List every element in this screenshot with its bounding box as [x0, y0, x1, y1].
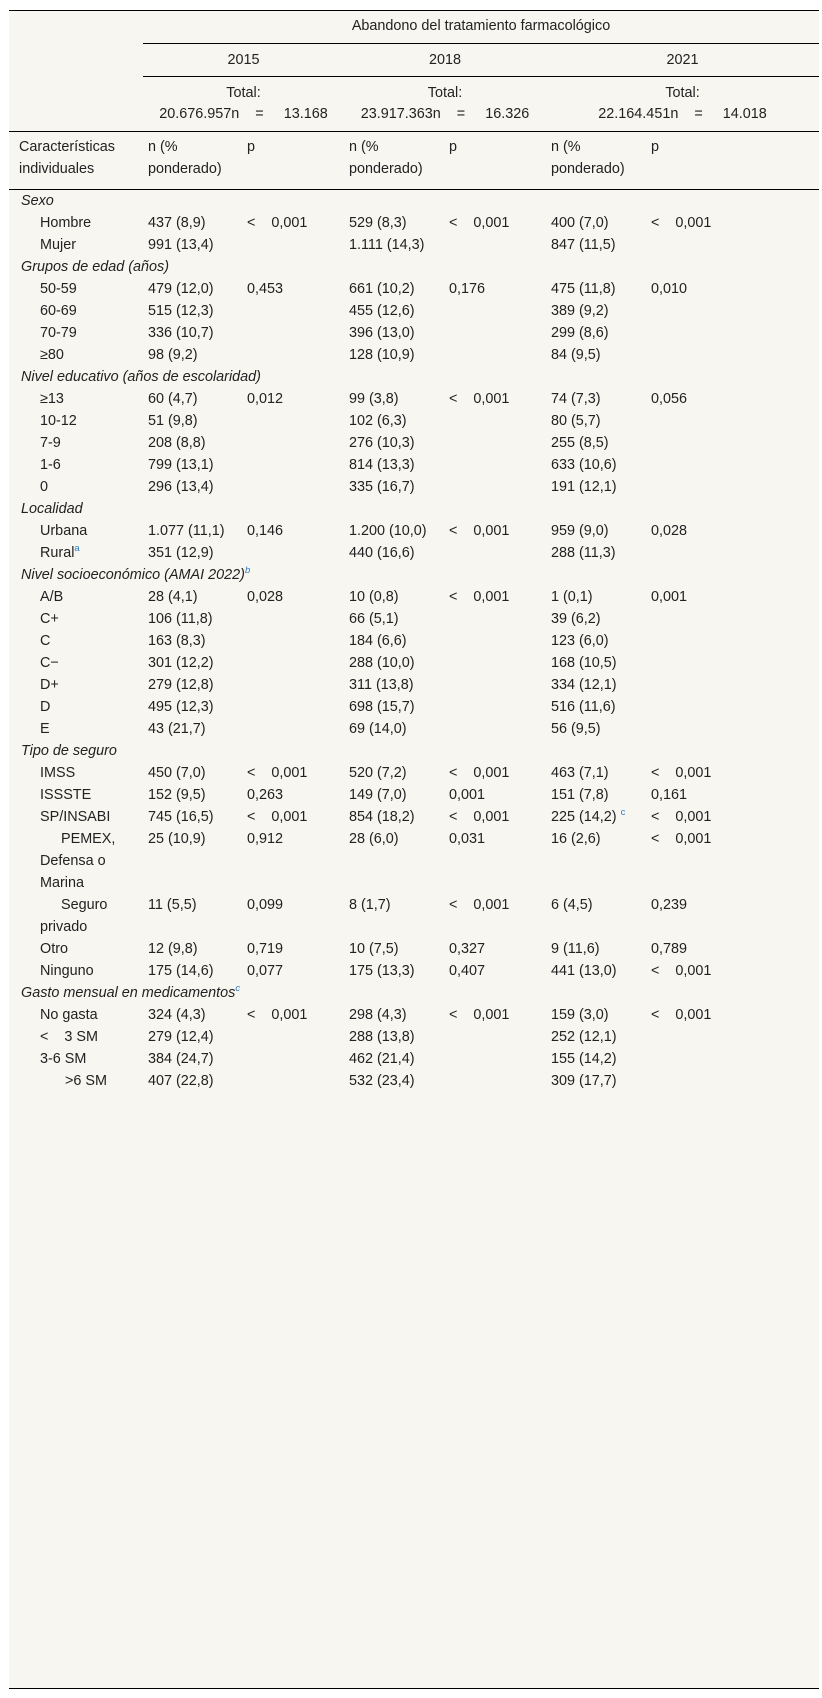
- table-row: [9, 718, 819, 740]
- p-cell: [647, 1048, 819, 1070]
- n-cell: 255 (8,5): [551, 435, 609, 451]
- table-row: [9, 828, 819, 894]
- table-row: [9, 608, 819, 630]
- table-row: [9, 322, 819, 344]
- table-row: [9, 894, 819, 938]
- n-cell: 633 (10,6): [551, 457, 617, 473]
- p-cell: [243, 652, 344, 674]
- n-cell: 847 (11,5): [551, 237, 616, 253]
- p-cell: [243, 718, 344, 740]
- p-cell: [647, 674, 819, 696]
- table-row: [9, 784, 819, 806]
- p-cell: < 0,001: [247, 809, 308, 825]
- n-cell: 324 (4,3): [148, 1007, 206, 1023]
- n-cell: 6 (4,5): [551, 897, 593, 913]
- p-cell: [445, 696, 546, 718]
- n-cell: 39 (6,2): [551, 611, 601, 627]
- p-cell: < 0,001: [247, 765, 308, 781]
- n-cell: 407 (22,8): [148, 1073, 214, 1089]
- n-cell: 155 (14,2): [551, 1051, 617, 1067]
- p-cell: < 0,001: [651, 963, 712, 979]
- p-cell: 0,327: [449, 941, 486, 957]
- n-cell: 495 (12,3): [148, 699, 214, 715]
- n-cell: 225 (14,2) $^c$: [551, 807, 626, 825]
- p-cell: [647, 344, 819, 366]
- row-label: ISSSTE: [40, 787, 92, 803]
- p-cell: [243, 1026, 344, 1048]
- p-cell: 0,056: [651, 391, 688, 407]
- p-cell: [445, 344, 546, 366]
- p-cell: [647, 608, 819, 630]
- p-cell: [647, 300, 819, 322]
- group-title: Nivel educativo (años de escolaridad): [21, 369, 261, 385]
- p-cell: 0,407: [449, 963, 486, 979]
- n-cell: 208 (8,8): [148, 435, 206, 451]
- n-cell: 151 (7,8): [551, 787, 609, 803]
- p-cell: [243, 696, 344, 718]
- n-cell: 279 (12,4): [148, 1029, 214, 1045]
- p-cell: [445, 1048, 546, 1070]
- n-cell: 462 (21,4): [349, 1051, 415, 1067]
- n-cell: 854 (18,2): [349, 809, 415, 825]
- n-cell: 12 (9,8): [148, 941, 198, 957]
- p-cell: [445, 476, 546, 498]
- table-row: [9, 960, 819, 982]
- group-title: Grupos de edad (años): [21, 259, 169, 275]
- n-cell: 56 (9,5): [551, 721, 601, 737]
- group-title: Nivel socioeconómico (AMAI 2022)$^b$: [21, 565, 251, 583]
- p-cell: [647, 410, 819, 432]
- n-cell: 28 (6,0): [349, 831, 399, 847]
- p-cell: 0,001: [651, 589, 688, 605]
- p-cell: [445, 630, 546, 652]
- n-cell: 10 (7,5): [349, 941, 399, 957]
- group-title: Tipo de seguro: [21, 743, 117, 759]
- n-cell: 475 (11,8): [551, 281, 616, 297]
- n-cell: 455 (12,6): [349, 303, 415, 319]
- p-cell: [445, 322, 546, 344]
- n-cell: 1.077 (11,1): [148, 523, 225, 539]
- n-cell: 279 (12,8): [148, 677, 214, 693]
- n-cell: 301 (12,2): [148, 655, 214, 671]
- col-header-n-2021: n (% ponderado): [546, 132, 647, 190]
- p-cell: [647, 432, 819, 454]
- table-row: [9, 586, 819, 608]
- n-cell: 334 (12,1): [551, 677, 617, 693]
- p-cell: [243, 542, 344, 564]
- table-row: [9, 1070, 819, 1092]
- p-cell: 0,789: [651, 941, 688, 957]
- row-label: 70-79: [40, 325, 77, 341]
- n-cell: 440 (16,6): [349, 545, 415, 561]
- row-label: 7-9: [40, 435, 61, 451]
- n-cell: 80 (5,7): [551, 413, 601, 429]
- row-label: 0: [40, 479, 49, 495]
- group-title: Sexo: [21, 193, 54, 209]
- n-cell: 288 (10,0): [349, 655, 415, 671]
- n-cell: 128 (10,9): [349, 347, 415, 363]
- n-cell: 69 (14,0): [349, 721, 407, 737]
- row-label: PEMEX, Defensa o Marina: [40, 831, 120, 891]
- p-cell: 0,176: [449, 281, 486, 297]
- n-cell: 106 (11,8): [148, 611, 213, 627]
- row-label: ≥80: [40, 347, 64, 363]
- p-cell: < 0,001: [651, 1007, 712, 1023]
- n-cell: 1.200 (10,0): [349, 523, 427, 539]
- group-title: Localidad: [21, 501, 83, 517]
- table-row: [9, 1004, 819, 1026]
- p-cell: [647, 234, 819, 256]
- table-row: [9, 278, 819, 300]
- p-cell: < 0,001: [651, 809, 712, 825]
- p-cell: [445, 674, 546, 696]
- row-label: C: [40, 633, 51, 649]
- footnote-mark: b: [244, 565, 251, 576]
- n-cell: 163 (8,3): [148, 633, 206, 649]
- p-cell: [243, 410, 344, 432]
- n-cell: 389 (9,2): [551, 303, 609, 319]
- n-cell: 159 (3,0): [551, 1007, 609, 1023]
- row-label: >6 SM: [65, 1073, 107, 1089]
- table-row: [9, 630, 819, 652]
- row-label: 10-12: [40, 413, 77, 429]
- p-cell: 0,263: [247, 787, 284, 803]
- row-label: Urbana: [40, 523, 88, 539]
- year-2021: 2021: [546, 44, 819, 77]
- n-cell: 152 (9,5): [148, 787, 206, 803]
- n-cell: 98 (9,2): [148, 347, 198, 363]
- p-cell: [243, 608, 344, 630]
- n-cell: 529 (8,3): [349, 215, 407, 231]
- n-cell: 60 (4,7): [148, 391, 198, 407]
- p-cell: [445, 300, 546, 322]
- n-cell: 336 (10,7): [148, 325, 214, 341]
- n-cell: 66 (5,1): [349, 611, 399, 627]
- n-cell: 532 (23,4): [349, 1073, 415, 1089]
- p-cell: [445, 432, 546, 454]
- p-cell: 0,010: [651, 281, 688, 297]
- p-cell: [243, 432, 344, 454]
- p-cell: < 0,001: [449, 1007, 510, 1023]
- p-cell: 0,912: [247, 831, 284, 847]
- p-cell: < 0,001: [449, 809, 510, 825]
- n-cell: 396 (13,0): [349, 325, 415, 341]
- n-cell: 149 (7,0): [349, 787, 407, 803]
- table-title: Abandono del tratamiento farmacológico: [143, 11, 819, 44]
- p-cell: < 0,001: [247, 215, 308, 231]
- year-2015: 2015: [143, 44, 344, 77]
- p-cell: 0,239: [651, 897, 688, 913]
- p-cell: [243, 300, 344, 322]
- row-label: Hombre: [40, 215, 92, 231]
- n-cell: 298 (4,3): [349, 1007, 407, 1023]
- n-cell: 311 (13,8): [349, 677, 414, 693]
- n-cell: 28 (4,1): [148, 589, 198, 605]
- n-cell: 9 (11,6): [551, 941, 600, 957]
- n-cell: 991 (13,4): [148, 237, 214, 253]
- p-cell: [647, 454, 819, 476]
- n-cell: 252 (12,1): [551, 1029, 617, 1045]
- n-cell: 74 (7,3): [551, 391, 601, 407]
- row-label: A/B: [40, 589, 64, 605]
- row-label: < 3 SM: [40, 1029, 98, 1045]
- table-row: [9, 542, 819, 564]
- p-cell: 0,099: [247, 897, 284, 913]
- row-label: 3-6 SM: [40, 1051, 87, 1067]
- table-row: [9, 1026, 819, 1048]
- row-label: Otro: [40, 941, 68, 957]
- row-label: 60-69: [40, 303, 77, 319]
- total-2018: Total: 23.917.363n = 16.326: [344, 77, 546, 132]
- n-cell: 959 (9,0): [551, 523, 609, 539]
- table-row: [9, 652, 819, 674]
- n-cell: 99 (3,8): [349, 391, 399, 407]
- n-cell: 191 (12,1): [551, 479, 617, 495]
- n-cell: 51 (9,8): [148, 413, 198, 429]
- p-cell: 0,031: [449, 831, 486, 847]
- n-cell: 8 (1,7): [349, 897, 391, 913]
- p-cell: < 0,001: [449, 215, 510, 231]
- n-cell: 184 (6,6): [349, 633, 407, 649]
- p-cell: [445, 608, 546, 630]
- p-cell: [243, 322, 344, 344]
- n-cell: 814 (13,3): [349, 457, 415, 473]
- p-cell: [445, 454, 546, 476]
- p-cell: < 0,001: [449, 897, 510, 913]
- total-2021: Total: 22.164.451n = 14.018: [546, 77, 819, 132]
- p-cell: [647, 322, 819, 344]
- corner-cell: [9, 11, 143, 44]
- row-label: C+: [40, 611, 59, 627]
- p-cell: [243, 630, 344, 652]
- n-cell: 16 (2,6): [551, 831, 601, 847]
- p-cell: < 0,001: [247, 1007, 308, 1023]
- n-cell: 288 (11,3): [551, 545, 616, 561]
- n-cell: 400 (7,0): [551, 215, 609, 231]
- p-cell: [445, 1026, 546, 1048]
- p-cell: [647, 1070, 819, 1092]
- p-cell: < 0,001: [449, 391, 510, 407]
- n-cell: 799 (13,1): [148, 457, 214, 473]
- row-label: Seguro privado: [40, 897, 112, 935]
- row-label: No gasta: [40, 1007, 98, 1023]
- row-label: 50-59: [40, 281, 77, 297]
- col-header-n-2018: n (% ponderado): [344, 132, 445, 190]
- n-cell: 25 (10,9): [148, 831, 206, 847]
- table-row: [9, 234, 819, 256]
- n-cell: 384 (24,7): [148, 1051, 214, 1067]
- n-cell: 10 (0,8): [349, 589, 399, 605]
- table-row: [9, 476, 819, 498]
- p-cell: < 0,001: [449, 523, 510, 539]
- n-cell: 479 (12,0): [148, 281, 214, 297]
- row-label: D+: [40, 677, 59, 693]
- p-cell: [647, 476, 819, 498]
- p-cell: [647, 1026, 819, 1048]
- n-cell: 745 (16,5): [148, 809, 214, 825]
- n-cell: 450 (7,0): [148, 765, 206, 781]
- p-cell: [445, 234, 546, 256]
- p-cell: [243, 1070, 344, 1092]
- p-cell: < 0,001: [651, 765, 712, 781]
- p-cell: 0,453: [247, 281, 284, 297]
- table-row: [9, 344, 819, 366]
- p-cell: [647, 542, 819, 564]
- row-label: 1-6: [40, 457, 61, 473]
- p-cell: [647, 630, 819, 652]
- p-cell: [445, 410, 546, 432]
- footnote-mark: c: [235, 983, 241, 994]
- n-cell: 463 (7,1): [551, 765, 609, 781]
- p-cell: [243, 674, 344, 696]
- p-cell: [243, 1048, 344, 1070]
- col-header-p-2015: p: [243, 132, 344, 190]
- n-cell: 175 (13,3): [349, 963, 415, 979]
- table-row: [9, 454, 819, 476]
- p-cell: 0,028: [651, 523, 688, 539]
- table-row: [9, 806, 819, 828]
- n-cell: 288 (13,8): [349, 1029, 415, 1045]
- table-row: [9, 938, 819, 960]
- col-header-n-2015: n (% ponderado): [143, 132, 243, 190]
- n-cell: 516 (11,6): [551, 699, 616, 715]
- n-cell: 309 (17,7): [551, 1073, 617, 1089]
- n-cell: 299 (8,6): [551, 325, 609, 341]
- p-cell: < 0,001: [651, 215, 712, 231]
- p-cell: 0,077: [247, 963, 284, 979]
- n-cell: 84 (9,5): [551, 347, 601, 363]
- col-header-characteristics: Características individuales: [9, 132, 143, 190]
- table-row: [9, 762, 819, 784]
- table-row: [9, 432, 819, 454]
- n-cell: 1 (0,1): [551, 589, 593, 605]
- p-cell: < 0,001: [449, 589, 510, 605]
- n-cell: 441 (13,0): [551, 963, 617, 979]
- p-cell: [647, 718, 819, 740]
- p-cell: < 0,001: [651, 831, 712, 847]
- col-header-p-2021: p: [647, 132, 819, 190]
- row-label: Mujer: [40, 237, 76, 253]
- n-cell: 661 (10,2): [349, 281, 415, 297]
- row-label: C−: [40, 655, 59, 671]
- group-title: Gasto mensual en medicamentos$^c$: [21, 983, 241, 1001]
- n-cell: 520 (7,2): [349, 765, 407, 781]
- table-row: [9, 696, 819, 718]
- footnote-mark: a: [74, 543, 80, 554]
- n-cell: 123 (6,0): [551, 633, 609, 649]
- p-cell: 0,028: [247, 589, 284, 605]
- n-cell: 515 (12,3): [148, 303, 214, 319]
- p-cell: [445, 542, 546, 564]
- row-label: ≥13: [40, 391, 64, 407]
- p-cell: [647, 696, 819, 718]
- table-row: [9, 410, 819, 432]
- row-label: Rural$^a$: [40, 543, 80, 561]
- col-header-p-2018: p: [445, 132, 546, 190]
- row-label: SP/INSABI: [40, 809, 111, 825]
- n-cell: 335 (16,7): [349, 479, 415, 495]
- n-cell: 1.111 (14,3): [349, 237, 425, 253]
- p-cell: [243, 344, 344, 366]
- n-cell: 102 (6,3): [349, 413, 407, 429]
- footnote-mark: c: [620, 807, 626, 818]
- row-label: IMSS: [40, 765, 76, 781]
- n-cell: 296 (13,4): [148, 479, 214, 495]
- p-cell: [445, 718, 546, 740]
- p-cell: 0,001: [449, 787, 486, 803]
- n-cell: 175 (14,6): [148, 963, 214, 979]
- p-cell: [445, 652, 546, 674]
- n-cell: 276 (10,3): [349, 435, 415, 451]
- row-label: Ninguno: [40, 963, 94, 979]
- table-row: [9, 674, 819, 696]
- p-cell: [243, 476, 344, 498]
- n-cell: 11 (5,5): [148, 897, 197, 913]
- total-2015: Total: 20.676.957n = 13.168: [143, 77, 344, 132]
- p-cell: [243, 454, 344, 476]
- table-row: [9, 300, 819, 322]
- p-cell: 0,161: [651, 787, 688, 803]
- p-cell: 0,146: [247, 523, 284, 539]
- table-row: [9, 1048, 819, 1070]
- n-cell: 168 (10,5): [551, 655, 617, 671]
- p-cell: [445, 1070, 546, 1092]
- table-row: [9, 212, 819, 234]
- abandono-table: [9, 11, 819, 1092]
- table-row: [9, 388, 819, 410]
- n-cell: 698 (15,7): [349, 699, 415, 715]
- p-cell: [243, 234, 344, 256]
- p-cell: < 0,001: [449, 765, 510, 781]
- p-cell: 0,719: [247, 941, 284, 957]
- p-cell: [647, 652, 819, 674]
- p-cell: 0,012: [247, 391, 284, 407]
- n-cell: 351 (12,9): [148, 545, 214, 561]
- year-2018: 2018: [344, 44, 546, 77]
- n-cell: 43 (21,7): [148, 721, 206, 737]
- data-table-frame: [9, 10, 819, 1689]
- n-cell: 437 (8,9): [148, 215, 206, 231]
- row-label: D: [40, 699, 51, 715]
- table-row: [9, 520, 819, 542]
- row-label: E: [40, 721, 50, 737]
